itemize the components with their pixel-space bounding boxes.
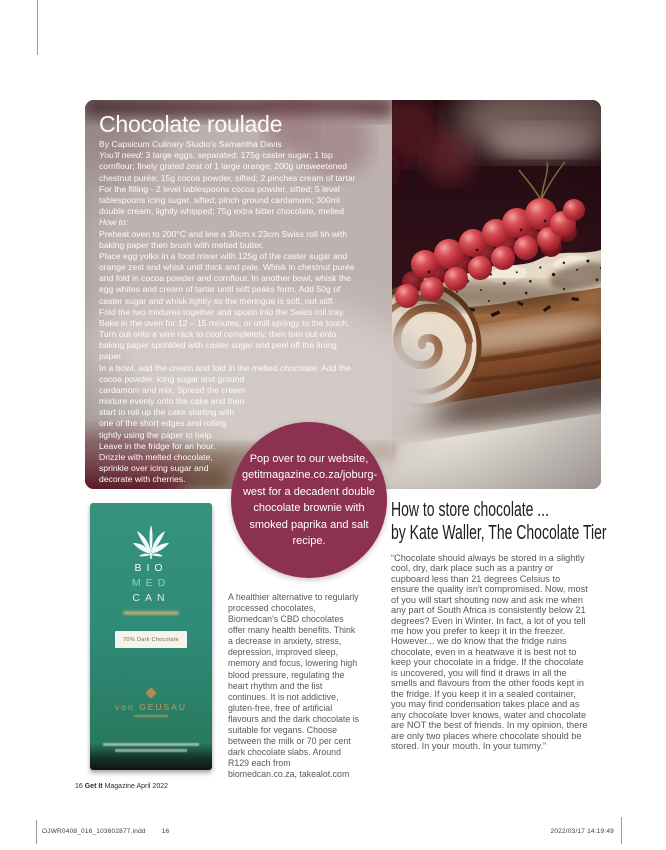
brand-line-2: MED [131, 577, 171, 590]
maker-rule [134, 715, 168, 717]
storage-heading-line-2: by Kate Waller, The Chocolate Tier [391, 521, 607, 544]
maker-name: von GEUSAU [115, 702, 187, 712]
recipe-byline: By Capsicum Culinary Studio's Samantha Davis [99, 139, 282, 150]
promo-badge [231, 422, 387, 578]
brand-line-3: CAN [132, 592, 170, 605]
recipe-step-2: Place egg yolks in a food mixer with 125g of the caster sugar and orange zest and whisk until thick and pale. Whisk in chestnut purée and fold in cocoa powder and cornflour. In another bowl, whisk the egg whites and cream of tartar until soft peaks form. Add 50g of caster sugar and whisk lightly so the meringue is soft, not stiff. [99, 250, 355, 306]
brand-wordmark [90, 561, 212, 607]
fineprint-line-1 [103, 743, 199, 746]
recipe-step-1: Preheat oven to 200°C and line a 30cm x 23cm Swiss roll tin with baking paper then brush with melted butter. [99, 228, 348, 250]
storage-article [391, 499, 607, 752]
cannabis-leaf-icon [90, 525, 212, 564]
cbd-chocolate-package [90, 503, 212, 770]
crest-icon [145, 687, 156, 698]
recipe-step-4: In a bowl, add the cream and fold in the melted chocolate. Add the cocoa powder, icing sugar and ground cardamom and mix. Spread the cream mixture evenly onto the cake and then start to roll up the cake starting with one of the short edges and rolling tightly using the paper to help. Leave in the fridge for an hour. Drizzle with melted chocolate, sprinkle over icing sugar and decorate with cherries. [99, 363, 361, 486]
storage-heading-line-1: How to store chocolate ... [391, 499, 549, 521]
product-label: 70% Dark Chocolate [115, 631, 187, 648]
brand-line-1: BIO [134, 562, 168, 574]
recipe-howto-label: How to: [99, 217, 129, 228]
print-slug: OJWR0408_016_103602877.indd 16 [42, 828, 170, 835]
cbd-article-text: A healthier alternative to regularly processed chocolates, Biomedcan's CBD chocolates offer many health benefits. Think a decrease in anxiety, stress, depression, improved sleep, memory and focus, lowering high blood pressure, regulating the heart rhythm and the list continues. It is not addictive, gluten-free, free of artificial flavours and the dark chocolate is suitable for vegans. Choose between the milk or 70 per cent dark chocolate slabs. Around R129 each from biomedcan.co.za, takealot.com [228, 592, 360, 780]
crop-mark-bottom-left [36, 820, 37, 844]
recipe-title: Chocolate roulade [99, 111, 283, 137]
recipe-filling: For the filling - 2 level tablespoons cocoa powder, sifted; 5 level tablespoons icing sugar, sifted; pinch ground cardamom; 300ml double cream, lightly whipped; 75g extra bitter chocolate, melted [99, 183, 345, 217]
promo-badge-text: Pop over to our website, getitmagazine.co.za/joburg-west for a decadent double chocolate brownie with smoked paprika and salt recipe. [242, 452, 378, 547]
recipe-ingredients: You'll need: 3 large eggs, separated; 175g caster sugar; 1 tsp cornflour; finely grated zest of 1 large orange; 200g unsweetened chestnut purée; 15g cocoa powder, sifted; 2 pinches cream of tartar [99, 150, 356, 183]
crop-mark-top-left [37, 0, 38, 55]
tagline-text-blur [123, 611, 179, 615]
print-timestamp: 2022/03/17 14:19:49 [550, 828, 614, 835]
fineprint-line-2 [115, 749, 187, 752]
recipe-step-3: Fold the two mixtures together and spoon into the Swiss roll tray. Bake in the oven for 12 – 15 minutes, or until springy to the touch. Turn out onto a wire rack to cool completely, then turn out onto baking paper sprinkled with caster sugar and peel off the lining paper. [99, 306, 350, 362]
crop-mark-bottom-right [621, 817, 622, 844]
footer-magazine-name: Get It [84, 783, 103, 790]
storage-body: “Chocolate should always be stored in a slightly cool, dry, dark place such as a pantry or cupboard less than 21 degrees Celsius to ensure the quality isn't compromised. Now, most of you will start shouting now and ask me when any part of South Africa is consistently below 21 degrees? Even in Winter. In fact, a lot of you tell me how you prefer to keep it in the freezer. However... we do know that the fridge ruins chocolate, even in a heatwave it is best not to keep your chocolate in a fridge. If the chocolate is uncovered, you will find it draws in all the smells and flavours from the other foods kept in the fridge. If you keep it in a sealed container, you may find condensation takes place and as any chocolate lover knows, water and chocolate are NOT the best of friends. In my opinion, there are only two places where chocolate should be stored. In your mouth. In your tummy.” [391, 552, 588, 752]
footer-magazine-line: 16 Get It Magazine April 2022 [75, 783, 169, 790]
